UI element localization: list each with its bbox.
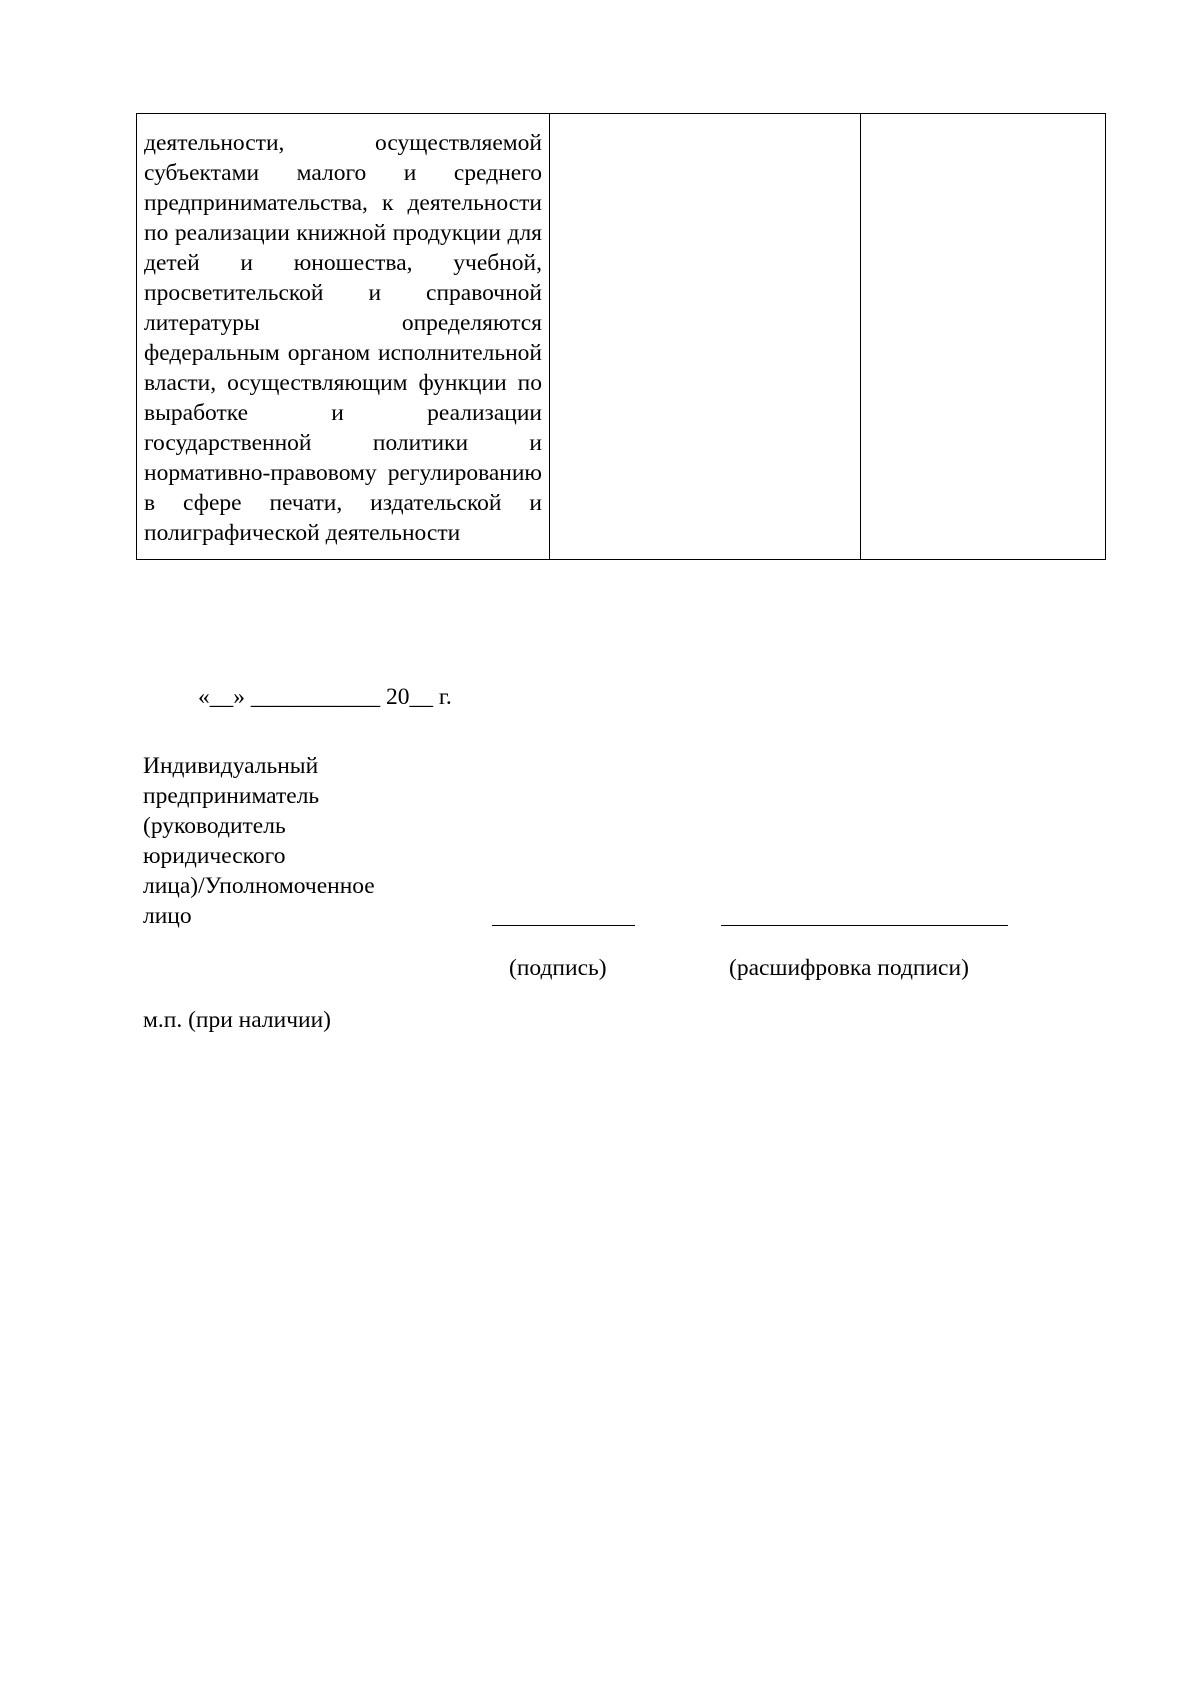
criteria-table [136,113,1106,560]
signature-blank-line [492,925,635,926]
table-cell-description [137,114,550,560]
signer-line: лица)/Уполномоченное [143,873,375,899]
table-cell-empty-3 [861,114,1106,560]
table-cell-empty-2 [550,114,861,560]
date-line: «__» ___________ 20__ г. [198,684,452,710]
description-text: деятельности, осуществляемой субъектами малого и среднего предпринимательства, к деятельности по реализации книжной продукции для детей и юношества, учебной, просветительской и справочной литературы определяются федеральным органом исполнительной власти, осуществляющим функции по выработке и реализации государственной политики и нормативно-правовому регулированию в сфере печати, издательской и полиграфической деятельности [144,130,542,546]
signature-decoding-blank-line [721,925,1008,926]
table-row [137,114,1106,560]
signer-title [143,751,433,931]
signature-caption: (подпись) [509,955,607,981]
signer-line: юридического [143,843,286,869]
seal-note: м.п. (при наличии) [143,1007,331,1033]
signer-line: (руководитель [143,813,286,839]
signer-line: лицо [143,903,192,929]
signer-line: предприниматель [143,783,320,809]
signer-line: Индивидуальный [143,753,319,779]
signature-decoding-caption: (расшифровка подписи) [729,955,969,981]
